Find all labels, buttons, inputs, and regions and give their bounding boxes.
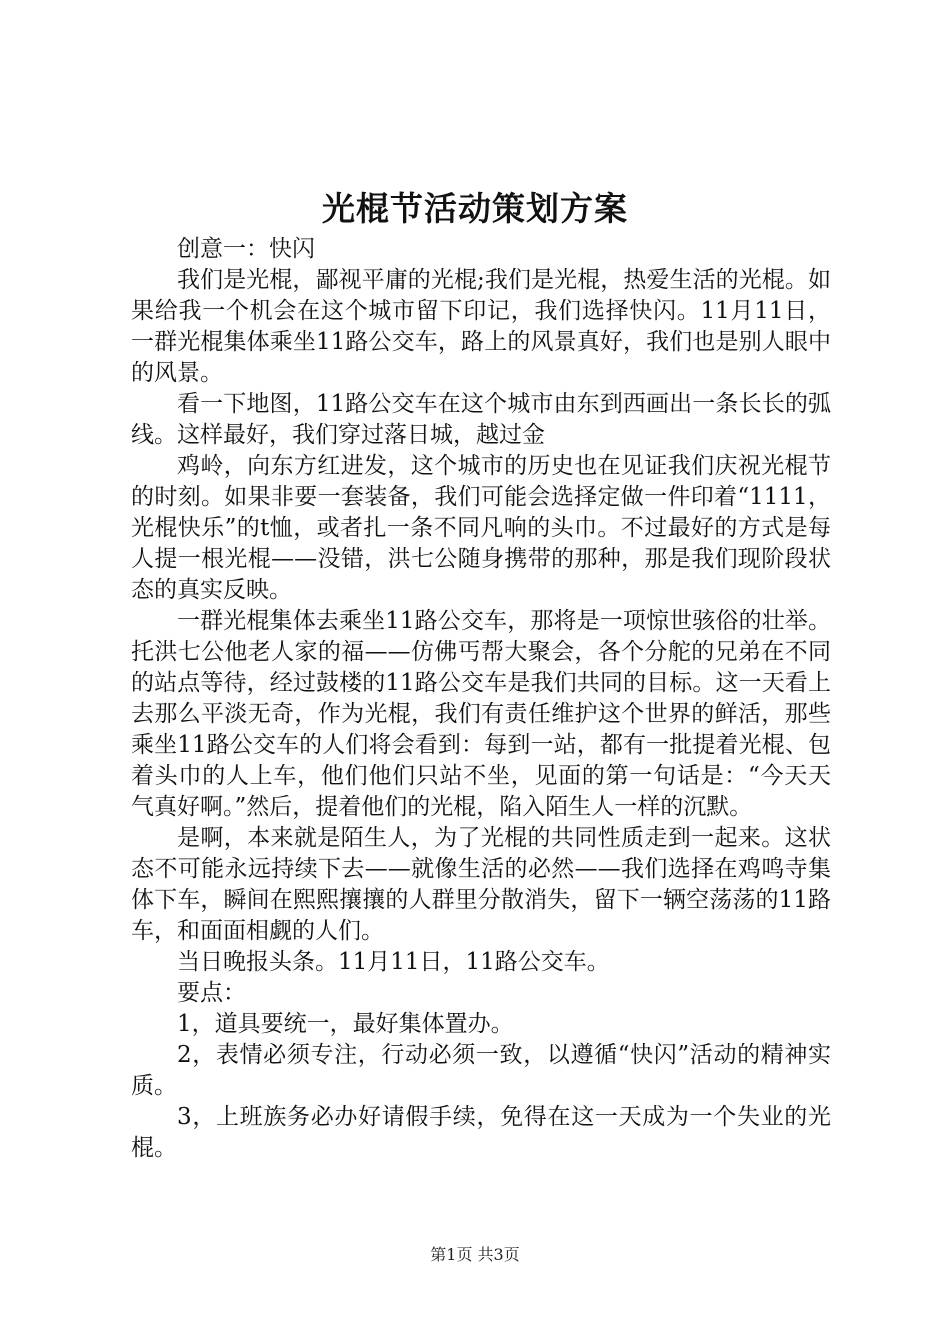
paragraph: 鸡岭，向东方红进发，这个城市的历史也在见证我们庆祝光棍节的时刻。如果非要一套装备，我们可能会选择定做一件印着“1111，光棍快乐”的t恤，或者扎一条不同凡响的头巾。不过最好的方式是每人提一根光棍——没错，洪七公随身携带的那种，那是我们现阶段状态的真实反映。 <box>131 453 831 603</box>
document-body <box>131 234 831 1164</box>
paragraph: 2，表情必须专注，行动必须一致，以遵循“快闪”活动的精神实质。 <box>131 1042 831 1099</box>
paragraph: 创意一：快闪 <box>177 236 315 262</box>
paragraph: 1，道具要统一，最好集体置办。 <box>177 1011 514 1037</box>
paragraph: 3，上班族务必办好请假手续，免得在这一天成为一个失业的光棍。 <box>131 1104 831 1161</box>
document-title: 光棍节活动策划方案 <box>322 189 628 228</box>
paragraph: 一群光棍集体去乘坐11路公交车，那将是一项惊世骇俗的壮举。托洪七公他老人家的福——仿佛丐帮大聚会，各个分舵的兄弟在不同的站点等待，经过鼓楼的11路公交车是我们共同的目标。这一天看上去那么平淡无奇，作为光棍，我们有责任维护这个世界的鲜活，那些乘坐11路公交车的人们将会看到：每到一站，都有一批提着光棍、包着头巾的人上车，他们他们只站不坐，见面的第一句话是：“今天天气真好啊。”然后，提着他们的光棍，陷入陌生人一样的沉默。 <box>131 608 831 820</box>
paragraph: 要点： <box>177 980 246 1006</box>
paragraph: 我们是光棍，鄙视平庸的光棍;我们是光棍，热爱生活的光棍。如果给我一个机会在这个城市留下印记，我们选择快闪。11月11日，一群光棍集体乘坐11路公交车，路上的风景真好，我们也是别人眼中的风景。 <box>131 267 831 386</box>
page-footer: 第1页 共3页 <box>430 1245 520 1264</box>
paragraph: 看一下地图，11路公交车在这个城市由东到西画出一条长长的弧线。这样最好，我们穿过落日城，越过金 <box>131 391 831 448</box>
paragraph: 是啊，本来就是陌生人，为了光棍的共同性质走到一起来。这状态不可能永远持续下去——就像生活的必然——我们选择在鸡鸣寺集体下车，瞬间在熙熙攘攘的人群里分散消失，留下一辆空荡荡的11路车，和面面相觑的人们。 <box>131 825 831 944</box>
paragraph: 当日晚报头条。11月11日，11路公交车。 <box>177 949 610 975</box>
